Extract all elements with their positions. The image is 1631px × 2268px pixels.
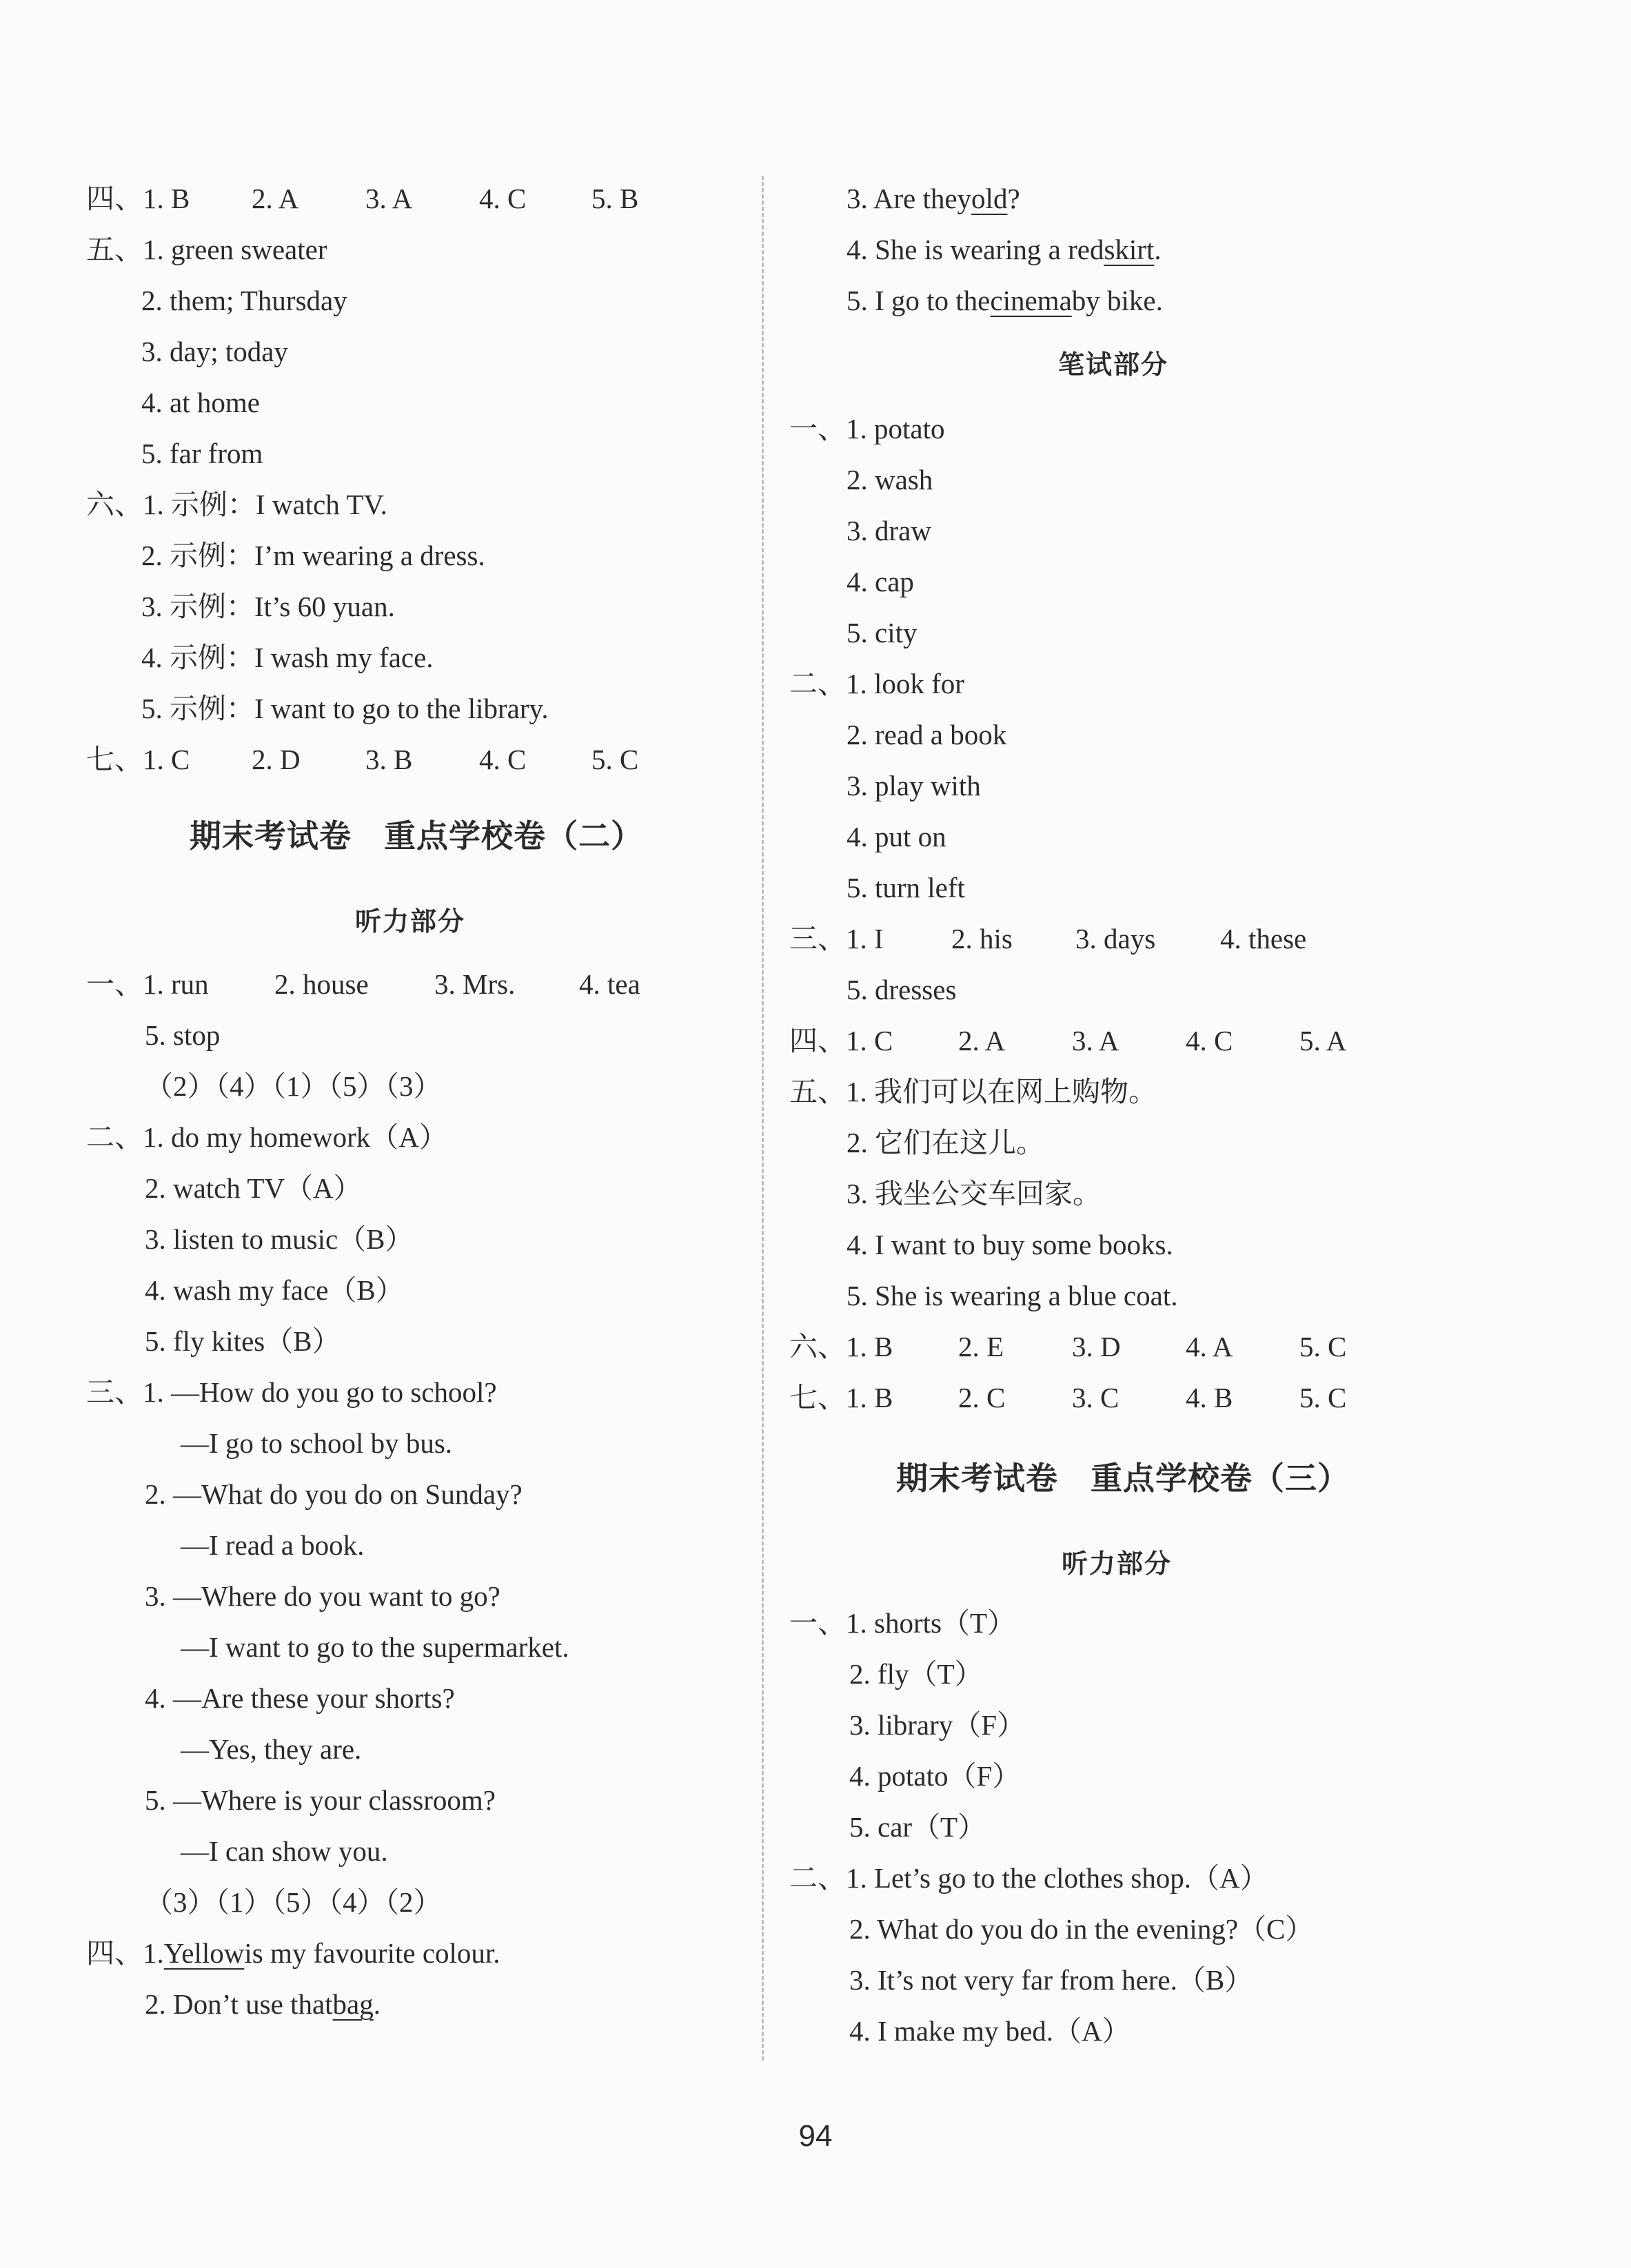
answer-line: [847, 976, 956, 1004]
answer-text: 3. draw: [847, 515, 931, 546]
answer-text: 2. watch TV（A）: [145, 1172, 362, 1204]
answer-line: [789, 1025, 1347, 1056]
answer-line: [86, 491, 387, 519]
underlined-answer: bag: [332, 1988, 374, 2020]
underlined-answer: cinema: [990, 285, 1072, 316]
answer-text: 2. —What do you do on Sunday?: [145, 1478, 523, 1510]
answer-text: 5. C: [591, 744, 639, 775]
answer-text: 5. B: [591, 183, 639, 214]
answer-text: .: [373, 1988, 381, 2020]
answer-line: [181, 1429, 452, 1458]
answer-text: 4. I make my bed.（A）: [849, 2015, 1131, 2047]
answer-text: 一、1. run: [86, 968, 209, 1000]
answer-line: [181, 1735, 361, 1764]
answer-line: [181, 1633, 569, 1662]
answer-text: 5. I go to the: [847, 285, 991, 316]
answer-text: 3. C: [1072, 1382, 1120, 1413]
answer-text: 2. wash: [847, 464, 933, 496]
answer-text: 3. listen to music（B）: [145, 1223, 414, 1255]
answer-line: [145, 1480, 523, 1509]
answer-text: 5. C: [1299, 1382, 1347, 1413]
answer-text: 2. his: [951, 923, 1013, 954]
answer-text: 5. stop: [145, 1019, 221, 1051]
answer-text: 2. fly（T）: [849, 1658, 983, 1690]
answer-line: [847, 823, 946, 851]
answer-text: 3. It’s not very far from here.（B）: [849, 1964, 1253, 1996]
underlined-answer: old: [971, 183, 1008, 214]
answer-text: —I want to go to the supermarket.: [181, 1631, 569, 1663]
answer-line: [789, 1609, 1015, 1637]
answer-line: [86, 968, 640, 1000]
answer-text: 一、1. potato: [789, 413, 945, 445]
answer-text: 4. C: [479, 183, 527, 214]
answer-text: 4. 示例：I wash my face.: [141, 642, 434, 673]
answer-line: [86, 183, 639, 214]
answer-line: [141, 338, 288, 366]
answer-line: [86, 1123, 447, 1152]
answer-line: [847, 1282, 1177, 1310]
answer-line: [847, 466, 933, 494]
answer-text: 3. library（F）: [849, 1709, 1026, 1741]
answer-text: —I read a book.: [181, 1529, 365, 1561]
answer-text: （2）（4）（1）（5）（3）: [145, 1070, 442, 1102]
answer-text: 5. 示例：I want to go to the library.: [141, 693, 549, 724]
answer-text: 4. cap: [847, 566, 914, 597]
answer-text: 4. wash my face（B）: [145, 1274, 404, 1306]
answer-text: 4. C: [479, 744, 527, 775]
answer-text: 2. E: [958, 1331, 1004, 1362]
answer-text: 5. dresses: [847, 974, 957, 1005]
answer-text: 4. potato（F）: [849, 1760, 1021, 1792]
answer-line: [141, 389, 260, 417]
exam-title-2: 期末考试卷 重点学校卷（二）: [190, 817, 643, 855]
answer-line: [847, 568, 914, 596]
answer-text: 3. 我坐公交车回家。: [847, 1178, 1101, 1209]
answer-text: —Yes, they are.: [181, 1733, 362, 1765]
answer-line: [145, 1888, 442, 1917]
answer-line: [181, 1837, 388, 1866]
answer-line: [849, 1813, 986, 1841]
column-divider: [762, 176, 764, 2061]
answer-text: is my favourite colour.: [244, 1937, 500, 1969]
answer-text: 3. —Where do you want to go?: [145, 1580, 500, 1612]
answer-text: 2. A: [252, 183, 299, 214]
answer-text: 2. D: [252, 744, 301, 775]
answer-text: .: [1154, 234, 1162, 265]
answer-text: 2. 它们在这儿。: [847, 1127, 1044, 1158]
answer-text: 六、1. 示例：I watch TV.: [86, 489, 387, 520]
answer-text: 六、1. B: [789, 1331, 893, 1362]
answer-line: [145, 1786, 496, 1815]
answer-text: ?: [1007, 183, 1020, 214]
answer-line: [145, 1327, 341, 1356]
answer-text: 3. day; today: [141, 336, 288, 367]
answer-text: —I go to school by bus.: [181, 1427, 453, 1459]
answer-line: [847, 721, 1006, 749]
answer-text: 2. A: [958, 1025, 1006, 1056]
answer-text: 3. Mrs.: [434, 968, 516, 1000]
answer-text: 5. —Where is your classroom?: [145, 1784, 496, 1816]
answer-line: [847, 517, 931, 545]
answer-line: [145, 1276, 404, 1305]
answer-text: 2. 示例：I’m wearing a dress.: [141, 540, 485, 571]
answer-text: —I can show you.: [181, 1835, 388, 1867]
answer-text: 4. at home: [141, 387, 260, 418]
answer-text: 3. A: [365, 183, 413, 214]
answer-line: [789, 670, 964, 698]
answer-line: [145, 1582, 500, 1611]
answer-line: [145, 1684, 455, 1713]
answer-line: [141, 287, 347, 315]
answer-text: 2. Don’t use that: [145, 1988, 333, 2020]
answer-text: 二、1. Let’s go to the clothes shop.（A）: [789, 1862, 1268, 1894]
answer-text: （3）（1）（5）（4）（2）: [145, 1886, 442, 1918]
answer-line: [86, 236, 327, 264]
answer-text: 5. turn left: [847, 872, 965, 903]
answer-text: 四、1. B: [86, 183, 190, 214]
answer-line: [86, 1939, 500, 1968]
answer-text: 2. What do you do in the evening?（C）: [849, 1913, 1314, 1945]
answer-line: [847, 287, 1163, 315]
underlined-answer: Yellow: [163, 1937, 245, 1969]
answer-line: [849, 1966, 1253, 1994]
answer-text: 2. C: [958, 1382, 1006, 1413]
answer-line: [847, 1231, 1173, 1259]
answer-line: [145, 1174, 362, 1203]
answer-text: 3. B: [365, 744, 413, 775]
answer-text: 4. C: [1186, 1025, 1233, 1056]
answer-line: [847, 874, 965, 902]
answer-text: 二、1. do my homework（A）: [86, 1121, 447, 1153]
exam-title-3: 期末考试卷 重点学校卷（三）: [896, 1460, 1350, 1497]
answer-text: 2. house: [274, 968, 369, 1000]
answer-text: 2. them; Thursday: [141, 285, 347, 316]
answer-text: 一、1. shorts（T）: [789, 1607, 1015, 1639]
underlined-answer: skirt: [1104, 234, 1155, 265]
answer-line: [847, 619, 917, 647]
answer-line: [789, 415, 944, 443]
answer-line: [141, 695, 549, 723]
answer-text: 三、1. —How do you go to school?: [86, 1376, 497, 1408]
answer-text: 二、1. look for: [789, 668, 964, 699]
answer-line: [789, 1331, 1347, 1362]
written-section-title: 笔试部分: [1058, 349, 1169, 380]
answer-text: 3. Are they: [847, 183, 972, 214]
answer-text: 5. city: [847, 617, 918, 648]
answer-text: 3. A: [1072, 1025, 1120, 1056]
answer-text: 七、1. B: [789, 1382, 893, 1413]
answer-text: 3. 示例：It’s 60 yuan.: [141, 591, 395, 622]
answer-line: [789, 1382, 1347, 1413]
answer-text: 4. A: [1186, 1331, 1233, 1362]
answer-text: 5. C: [1299, 1331, 1347, 1362]
answer-line: [145, 1225, 414, 1254]
answer-text: 四、1. C: [789, 1025, 893, 1056]
answer-line: [789, 1078, 1157, 1106]
answer-text: 5. fly kites（B）: [145, 1325, 341, 1357]
answer-text: 5. She is wearing a blue coat.: [847, 1280, 1178, 1311]
answer-line: [141, 440, 263, 468]
answer-line: [849, 1915, 1313, 1943]
answer-line: [847, 236, 1162, 264]
answer-text: 四、1.: [86, 1937, 164, 1969]
answer-line: [849, 1660, 983, 1688]
answer-text: 4. B: [1186, 1382, 1233, 1413]
answer-text: 3. play with: [847, 770, 981, 801]
answer-line: [847, 185, 1020, 213]
answer-text: 5. far from: [141, 438, 263, 469]
answer-line: [181, 1531, 364, 1560]
answer-text: 五、1. 我们可以在网上购物。: [789, 1076, 1157, 1107]
answer-line: [847, 1180, 1101, 1208]
answer-text: 4. —Are these your shorts?: [145, 1682, 455, 1714]
answer-line: [86, 1378, 497, 1407]
answer-text: 4. I want to buy some books.: [847, 1229, 1173, 1260]
answer-line: [789, 1864, 1268, 1892]
page-number: 94: [798, 2119, 833, 2153]
answer-line: [145, 1072, 442, 1101]
answer-text: by bike.: [1071, 285, 1163, 316]
answer-text: 3. days: [1075, 923, 1156, 954]
answer-text: 七、1. C: [86, 744, 190, 775]
answer-line: [145, 1021, 220, 1050]
answer-text: 4. tea: [579, 968, 640, 1000]
answer-text: 三、1. I: [789, 923, 884, 954]
answer-line: [849, 1762, 1020, 1790]
listening-section-title: 听力部分: [355, 906, 466, 937]
answer-text: 4. She is wearing a red: [847, 234, 1104, 265]
listening-section-title: 听力部分: [1062, 1549, 1173, 1579]
answer-line: [141, 593, 395, 621]
answer-line: [141, 542, 485, 570]
answer-line: [145, 1990, 381, 2019]
answer-line: [849, 2017, 1131, 2045]
answer-line: [849, 1711, 1025, 1739]
answer-line: [86, 744, 639, 775]
answer-text: 五、1. green sweater: [86, 234, 327, 265]
answer-text: 5. car（T）: [849, 1811, 986, 1843]
answer-text: 4. these: [1220, 923, 1307, 954]
answer-text: 5. A: [1299, 1025, 1347, 1056]
answer-line: [789, 923, 1307, 954]
answer-text: 4. put on: [847, 821, 946, 852]
answer-text: 3. D: [1072, 1331, 1121, 1362]
answer-text: 2. read a book: [847, 719, 1007, 750]
answer-line: [141, 644, 434, 672]
answer-line: [847, 1129, 1044, 1157]
answer-line: [847, 772, 981, 800]
